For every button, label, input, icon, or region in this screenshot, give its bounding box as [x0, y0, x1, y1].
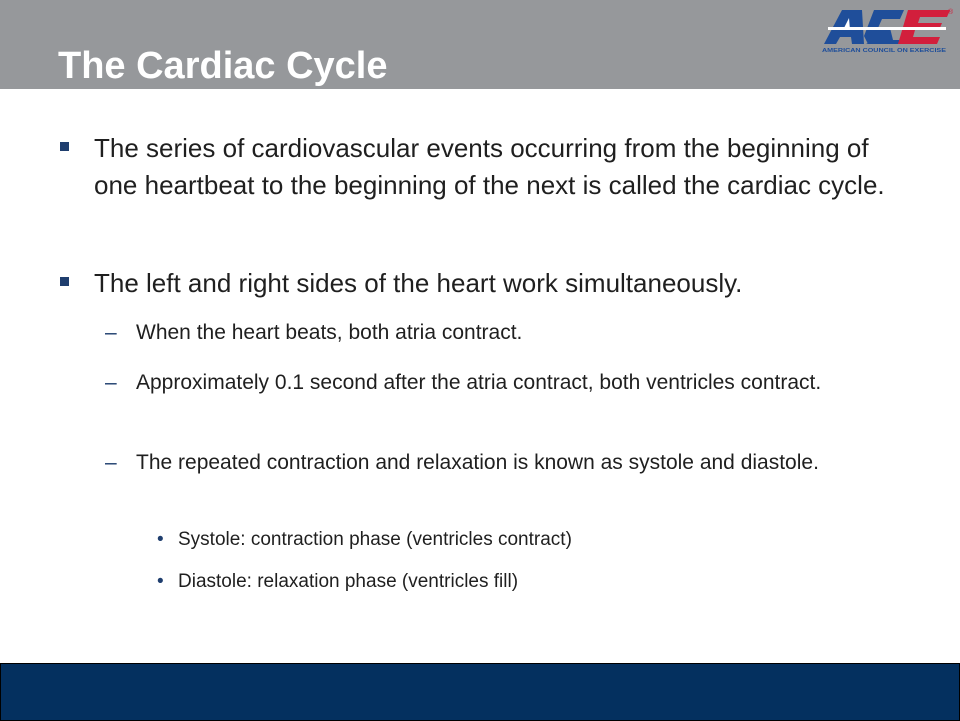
dash-bullet-icon: – — [105, 451, 117, 474]
ace-wordmark — [824, 10, 950, 44]
sub-sub-bullet-text: Diastole: relaxation phase (ventricles fill) — [178, 571, 519, 592]
square-bullet-icon — [60, 277, 69, 286]
dot-bullet-icon: • — [157, 571, 164, 592]
sub-bullet-item — [105, 449, 916, 477]
sub-bullet-text: Approximately 0.1 second after the atria contract, both ventricles contract. — [136, 371, 822, 394]
sub-bullet-text: The repeated contraction and relaxation is known as systole and diastole. — [136, 451, 819, 474]
bullet-text: The left and right sides of the heart work simultaneously. — [94, 268, 743, 298]
ace-registered-mark: ® — [948, 9, 954, 16]
sub-bullet-text: When the heart beats, both atria contract. — [136, 321, 523, 344]
bullet-item — [94, 130, 914, 204]
dash-bullet-icon: – — [105, 371, 117, 394]
sub-bullet-item — [105, 319, 916, 347]
dot-bullet-icon: • — [157, 529, 164, 550]
sub-bullet-item — [105, 369, 916, 397]
ace-logo — [818, 6, 954, 56]
slide-title: The Cardiac Cycle — [58, 45, 388, 87]
bullet-text: The series of cardiovascular events occurring from the beginning of one heartbeat to the beginning of the next is called the cardiac cycle. — [94, 133, 885, 200]
bullet-item — [94, 265, 914, 302]
sub-sub-bullet-item — [157, 527, 898, 553]
square-bullet-icon — [60, 142, 69, 151]
footer-bar — [0, 663, 960, 721]
ace-tagline: AMERICAN COUNCIL ON EXERCISE — [822, 48, 947, 54]
dash-bullet-icon: – — [105, 321, 117, 344]
sub-sub-bullet-item — [157, 569, 898, 595]
sub-sub-bullet-text: Systole: contraction phase (ventricles contract) — [178, 529, 572, 550]
